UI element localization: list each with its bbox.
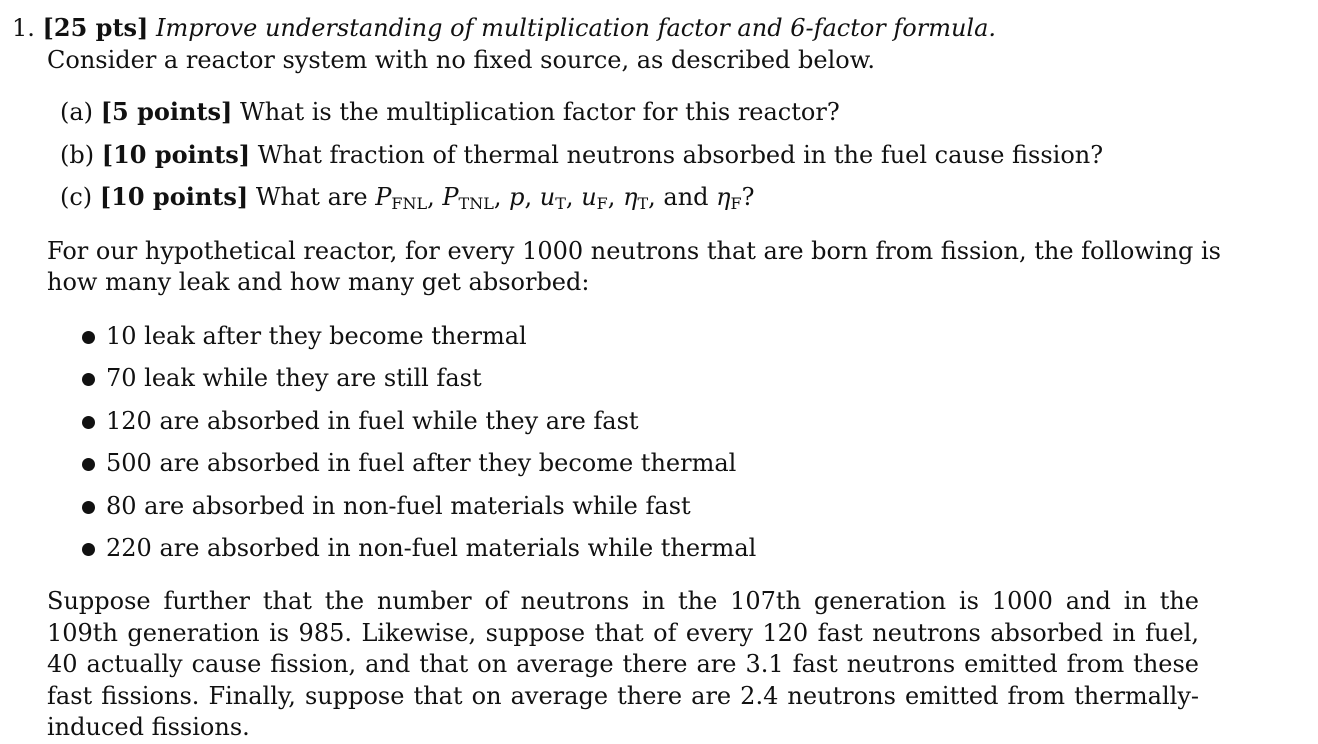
- symbol-list: [375, 183, 754, 211]
- question-label: (a): [60, 98, 94, 126]
- math-symbol: $P_{FNL}$: [375, 183, 428, 213]
- symbol-separator: , and: [648, 183, 709, 211]
- question-text: What are: [255, 183, 368, 211]
- symbol-separator: ,: [524, 183, 533, 211]
- closing-paragraph: Suppose further that the number of neutrons in the 107th generation is 1000 and in the 109th generation is 985. Likewise, suppose that of every 120 fast neutrons absorbed in fuel, 40 actually cause fission, and that on average there are 3.1 fast neutrons emitted from these fast fissions. Finally, suppose that on average there are 2.4 neutrons emitted from thermally-induced fissions.: [47, 587, 1199, 741]
- question-label: (c): [60, 183, 93, 211]
- list-item: 80 are absorbed in non-fuel materials while fast: [106, 492, 691, 520]
- question-points: [5 points]: [100, 97, 233, 126]
- symbol-separator: ?: [741, 183, 755, 211]
- list-item: 500 are absorbed in fuel after they become thermal: [106, 449, 737, 477]
- question-text: What fraction of thermal neutrons absorbed in the fuel cause fission?: [257, 141, 1104, 169]
- bullet-icon: [82, 416, 95, 429]
- bullet-icon: [82, 501, 95, 514]
- problem-title: Improve understanding of multiplication factor and 6-factor formula.: [156, 14, 997, 42]
- question-points: [10 points]: [101, 140, 251, 169]
- math-symbol: $u_F$: [581, 183, 608, 213]
- question-b: [60, 140, 1103, 170]
- math-symbol: $\eta_F$: [716, 183, 742, 213]
- question-label: (b): [60, 141, 95, 169]
- problem-heading: [12, 13, 996, 43]
- bullet-icon: [82, 331, 95, 344]
- bullet-icon: [82, 543, 95, 556]
- math-symbol: $u_T$: [539, 183, 566, 213]
- list-item: 70 leak while they are still fast: [106, 364, 482, 392]
- question-c: [60, 182, 755, 219]
- math-symbol: $\eta_T$: [623, 183, 649, 213]
- list-item: 120 are absorbed in fuel while they are fast: [106, 407, 639, 435]
- symbol-separator: ,: [427, 183, 435, 211]
- bullet-icon: [82, 373, 95, 386]
- symbol-separator: ,: [565, 183, 574, 211]
- problem-number: 1.: [12, 14, 35, 42]
- symbol-separator: ,: [607, 183, 616, 211]
- math-symbol: p: [509, 183, 525, 211]
- list-item: 10 leak after they become thermal: [106, 322, 527, 350]
- bullet-icon: [82, 458, 95, 471]
- problem-points: [25 pts]: [42, 13, 149, 42]
- setup-paragraph: For our hypothetical reactor, for every 1000 neutrons that are born from fission, the following is how many leak and how many get absorbed:: [47, 237, 1221, 296]
- list-item: 220 are absorbed in non-fuel materials while thermal: [106, 534, 757, 562]
- math-symbol: $P_{TNL}$: [442, 183, 494, 213]
- question-text: What is the multiplication factor for this reactor?: [240, 98, 840, 126]
- question-a: [60, 97, 840, 127]
- symbol-separator: ,: [493, 183, 502, 211]
- problem-intro: Consider a reactor system with no fixed source, as described below.: [47, 46, 876, 74]
- question-points: [10 points]: [99, 182, 249, 211]
